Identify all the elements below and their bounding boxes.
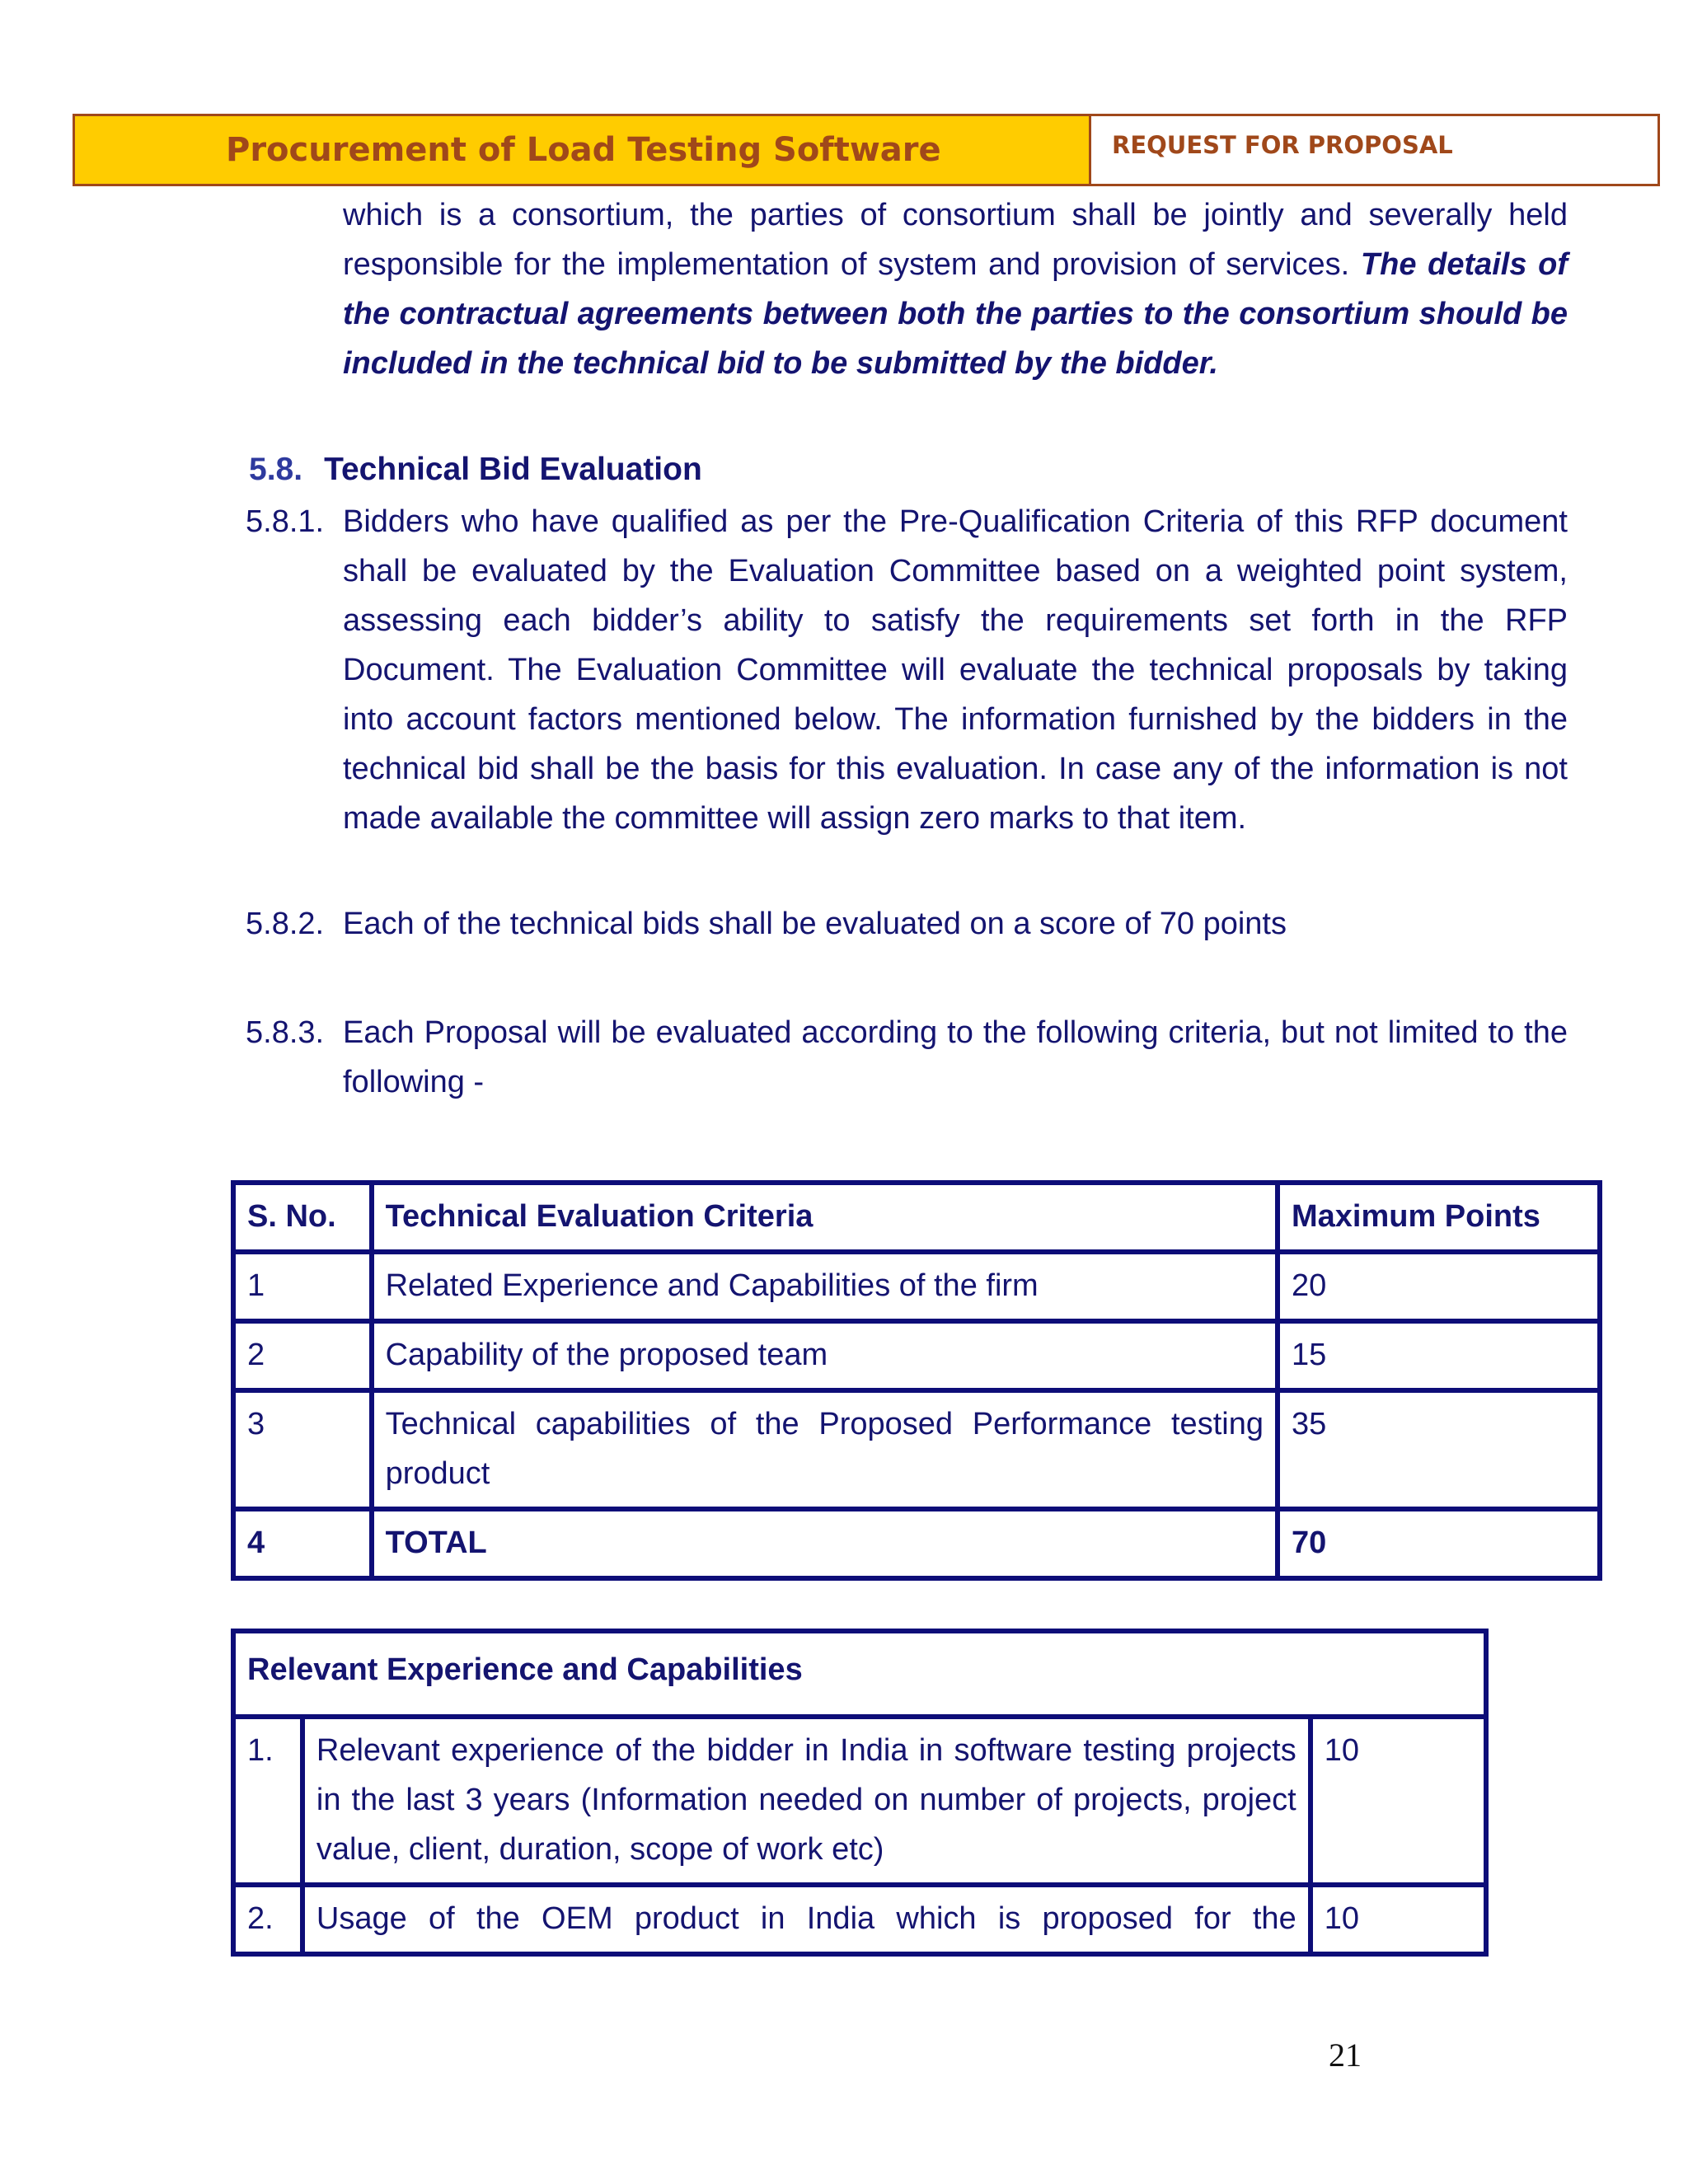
clause-number: 5.8.3.	[246, 1015, 325, 1050]
header-title: Procurement of Load Testing Software	[226, 131, 941, 169]
table-cell: Technical capabilities of the Proposed Performance testing product	[372, 1390, 1278, 1509]
header-doc-type: REQUEST FOR PROPOSAL	[1112, 131, 1453, 159]
table-cell: Capability of the proposed team	[372, 1321, 1278, 1390]
table-row	[233, 1321, 1600, 1390]
table-header-row	[233, 1631, 1486, 1717]
clause-number: 5.8.2.	[246, 907, 325, 941]
table-cell: TOTAL	[372, 1509, 1278, 1578]
table-cell: 3	[233, 1390, 372, 1509]
header-title-bar	[73, 114, 1091, 186]
table-row	[233, 1252, 1600, 1321]
technical-evaluation-table	[231, 1180, 1602, 1581]
table-cell: 20	[1278, 1252, 1600, 1321]
column-header: S. No.	[233, 1183, 372, 1252]
table-cell: 2	[233, 1321, 372, 1390]
table-row	[233, 1717, 1486, 1885]
intro-plain-text: which is a consortium, the parties of consortium shall be jointly and severally held responsible for the implementation of system and provision of services.	[343, 198, 1568, 282]
intro-paragraph	[343, 190, 1568, 388]
table-cell: 10	[1311, 1717, 1486, 1885]
section-heading	[249, 445, 702, 494]
table-cell: 15	[1278, 1321, 1600, 1390]
section-number: 5.8.	[249, 452, 303, 487]
column-header: Technical Evaluation Criteria	[372, 1183, 1278, 1252]
table-cell: 4	[233, 1509, 372, 1578]
table-row	[233, 1885, 1486, 1954]
table-title: Relevant Experience and Capabilities	[233, 1631, 1486, 1717]
table-row	[233, 1390, 1600, 1509]
table-header-row	[233, 1183, 1600, 1252]
clause-number: 5.8.1.	[246, 504, 325, 539]
intro-emphasis-text: The details of the contractual agreements between both the parties to the consortium should be included in the technical bid to be submitted by the bidder.	[343, 247, 1568, 381]
table-cell: 35	[1278, 1390, 1600, 1509]
column-header: Maximum Points	[1278, 1183, 1600, 1252]
table-cell: Related Experience and Capabilities of the firm	[372, 1252, 1278, 1321]
clause-text: Each Proposal will be evaluated according to the following criteria, but not limited to the following -	[343, 1015, 1568, 1099]
table-cell: Relevant experience of the bidder in India in software testing projects in the last 3 years (Information needed on number of projects, project value, client, duration, scope of work etc)	[302, 1717, 1311, 1885]
table-cell: 2.	[233, 1885, 302, 1954]
clause-text: Each of the technical bids shall be evaluated on a score of 70 points	[343, 907, 1287, 941]
table-cell: Usage of the OEM product in India which is proposed for the	[302, 1885, 1311, 1954]
experience-table	[231, 1629, 1489, 1957]
table-total-row	[233, 1509, 1600, 1578]
page-number: 21	[1329, 2036, 1362, 2074]
table-cell: 1	[233, 1252, 372, 1321]
table-cell: 10	[1311, 1885, 1486, 1954]
table-cell: 70	[1278, 1509, 1600, 1578]
table-cell: 1.	[233, 1717, 302, 1885]
section-title: Technical Bid Evaluation	[324, 452, 702, 487]
clause-text: Bidders who have qualified as per the Pre-Qualification Criteria of this RFP document shall be evaluated by the Evaluation Committee based on a weighted point system, assessing each bidder’s ability to satisfy the requirements set forth in the RFP Document. The Evaluation Committee will evaluate the technical proposals by taking into account factors mentioned below. The information furnished by the bidders in the technical bid shall be the basis for this evaluation. In case any of the information is not made available the committee will assign zero marks to that item.	[343, 504, 1568, 836]
header-doc-type-box	[1091, 114, 1660, 186]
